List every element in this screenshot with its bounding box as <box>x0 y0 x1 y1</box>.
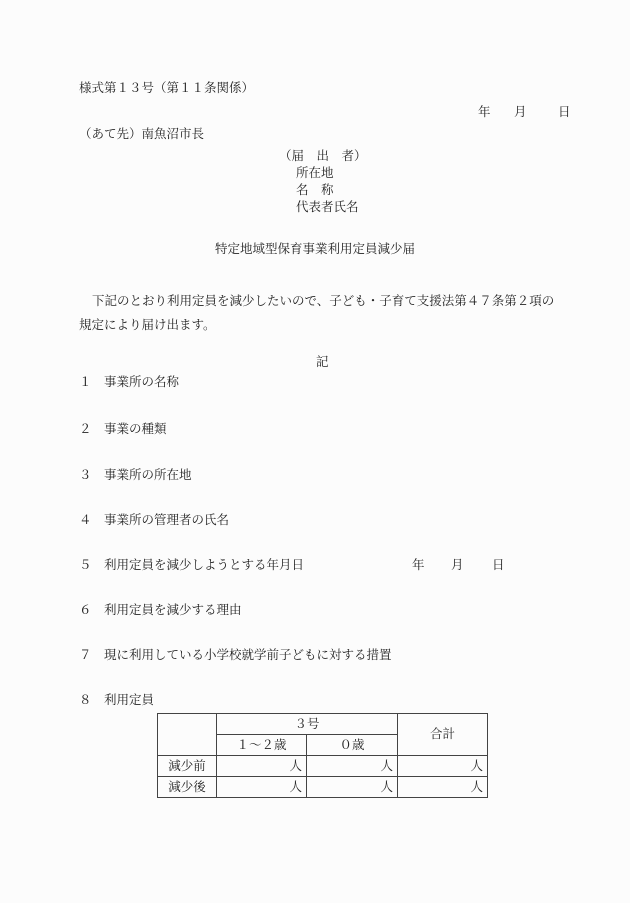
applicant-block <box>279 150 367 218</box>
applicant-name-label: 名 称 <box>296 182 334 197</box>
date-year-label: 年 <box>478 104 491 119</box>
row-label-cell: 減少後 <box>158 777 217 798</box>
item-label: 利用定員 <box>104 692 155 707</box>
list-item <box>79 376 179 389</box>
item-label: 事業の種類 <box>104 421 167 436</box>
total-value-cell[interactable]: 人 <box>398 756 488 777</box>
list-item <box>79 649 392 662</box>
applicant-address-label: 所在地 <box>296 165 334 180</box>
body-line-1: 下記のとおり利用定員を減少したいので、子ども・子育て支援法第４７条第２項の <box>92 293 555 308</box>
table-corner-cell <box>158 714 217 756</box>
item-number: ２ <box>79 421 92 436</box>
table-row <box>158 777 488 798</box>
item-label: 事業所の名称 <box>104 374 180 389</box>
date-month-label: 月 <box>451 557 464 572</box>
form-number: 様式第１３号（第１１条関係） <box>79 80 255 95</box>
item-number: ５ <box>79 557 92 572</box>
document-title: 特定地域型保育事業利用定員減少届 <box>214 241 415 256</box>
list-item <box>79 423 167 436</box>
list-item <box>79 694 154 707</box>
total-header-cell: 合計 <box>398 714 488 756</box>
body-line-2: 規定により届け出ます。 <box>79 317 216 332</box>
age-0-header-cell: ０歳 <box>307 735 398 756</box>
item-label: 事業所の管理者の氏名 <box>104 512 230 527</box>
item-number: ８ <box>79 692 92 707</box>
applicant-representative-label: 代表者氏名 <box>296 199 359 214</box>
item-number: ６ <box>79 602 92 617</box>
addressee: （あて先）南魚沼市長 <box>79 126 205 141</box>
total-value-cell[interactable]: 人 <box>398 777 488 798</box>
reduction-date <box>412 559 505 572</box>
table-row <box>158 756 488 777</box>
date-day-label: 日 <box>558 104 571 119</box>
date-day-label: 日 <box>492 557 505 572</box>
capacity-table <box>157 713 488 798</box>
age-0-value-cell[interactable]: 人 <box>307 756 398 777</box>
item-label: 現に利用している小学校就学前子どもに対する措置 <box>104 647 392 662</box>
ki-heading: 記 <box>316 354 329 369</box>
date-year-label: 年 <box>412 557 425 572</box>
item-number: ４ <box>79 512 92 527</box>
item-label: 事業所の所在地 <box>104 467 192 482</box>
age-1-2-value-cell[interactable]: 人 <box>217 777 307 798</box>
item-number: １ <box>79 374 92 389</box>
item-number: ７ <box>79 647 92 662</box>
item-label: 利用定員を減少しようとする年月日 <box>104 557 305 572</box>
table-header-row <box>158 714 488 735</box>
group-header-cell: ３号 <box>217 714 398 735</box>
row-label-cell: 減少前 <box>158 756 217 777</box>
age-1-2-value-cell[interactable]: 人 <box>217 756 307 777</box>
item-label: 利用定員を減少する理由 <box>104 602 242 617</box>
body-paragraph <box>79 289 579 337</box>
date-month-label: 月 <box>514 104 527 119</box>
list-item <box>79 559 519 572</box>
age-1-2-header-cell: １～２歳 <box>217 735 307 756</box>
age-0-value-cell[interactable]: 人 <box>307 777 398 798</box>
submission-date <box>478 106 571 119</box>
list-item <box>79 604 242 617</box>
list-item <box>79 469 192 482</box>
applicant-heading: （届 出 者） <box>279 148 367 163</box>
list-item <box>79 514 229 527</box>
item-number: ３ <box>79 467 92 482</box>
